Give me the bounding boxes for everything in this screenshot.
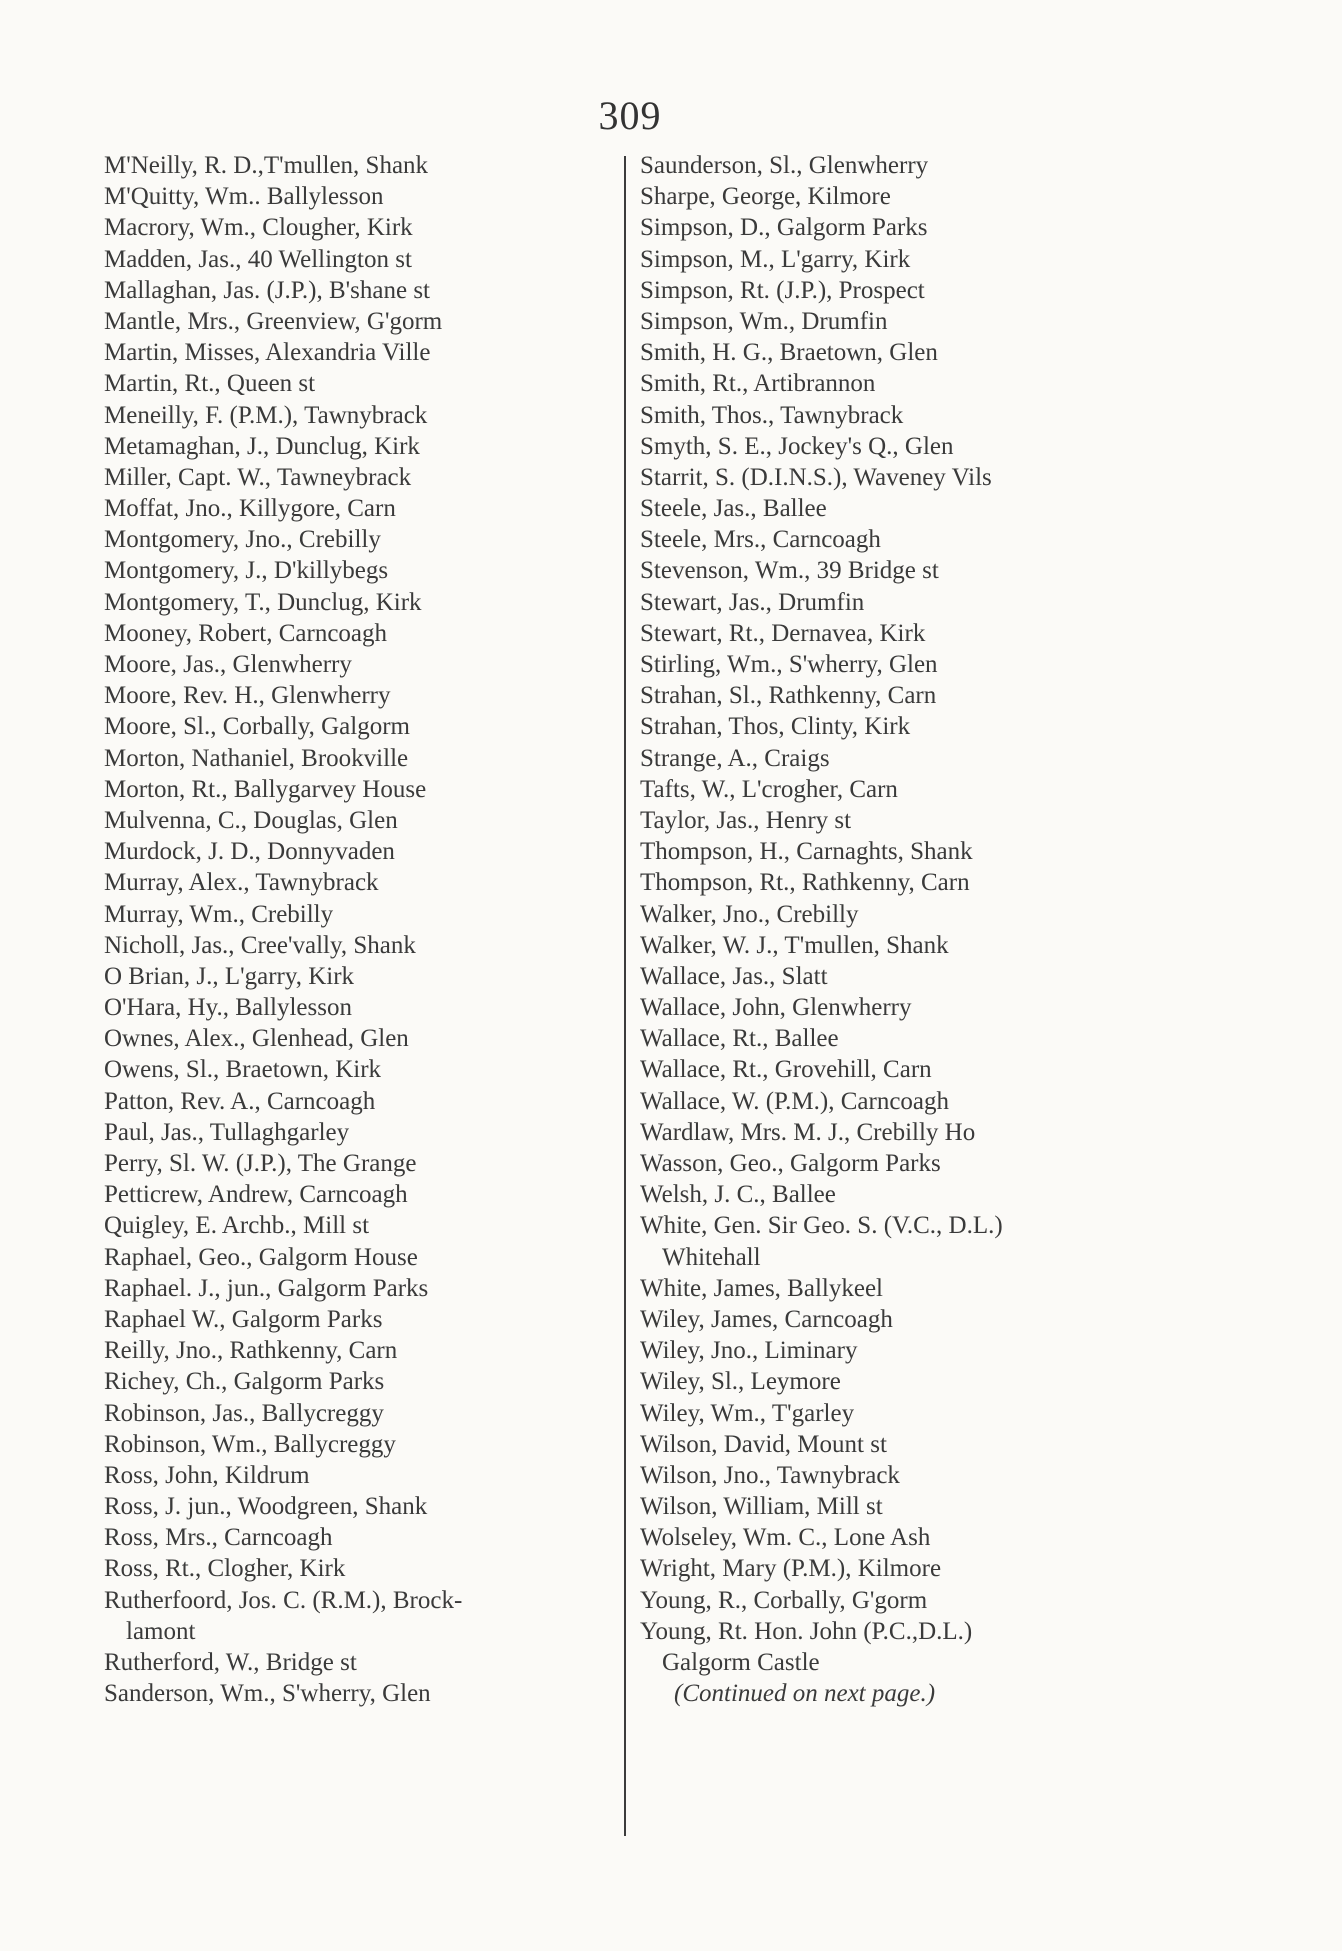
directory-entry: Simpson, Wm., Drumfin bbox=[640, 307, 888, 335]
directory-entry: Walker, W. J., T'mullen, Shank bbox=[640, 931, 949, 959]
directory-entry: White, Gen. Sir Geo. S. (V.C., D.L.) bbox=[640, 1212, 1003, 1240]
directory-entry: Sharpe, George, Kilmore bbox=[640, 183, 891, 211]
directory-entry: Stirling, Wm., S'wherry, Glen bbox=[640, 651, 938, 678]
directory-entry: Strange, A., Craigs bbox=[640, 744, 830, 772]
directory-entry: Morton, Nathaniel, Brookville bbox=[104, 744, 409, 772]
directory-entry: Reilly, Jno., Rathkenny, Carn bbox=[104, 1337, 398, 1365]
directory-entry: Madden, Jas., 40 Wellington st bbox=[104, 245, 412, 273]
directory-entry: Wilson, William, Mill st bbox=[640, 1493, 883, 1521]
directory-entry: Wallace, W. (P.M.), Carncoagh bbox=[640, 1087, 950, 1115]
directory-entry: Simpson, D., Galgorm Parks bbox=[640, 214, 928, 242]
directory-entry: Petticrew, Andrew, Carncoagh bbox=[104, 1181, 408, 1209]
directory-entry-continuation: Galgorm Castle bbox=[662, 1649, 820, 1676]
directory-entry: Wiley, Jno., Liminary bbox=[640, 1337, 858, 1365]
directory-entry: Montgomery, J., D'killybegs bbox=[104, 557, 389, 585]
directory-entry: Starrit, S. (D.I.N.S.), Waveney Vils bbox=[640, 463, 992, 491]
directory-entry: Wright, Mary (P.M.), Kilmore bbox=[640, 1555, 942, 1583]
directory-entry: Paul, Jas., Tullaghgarley bbox=[104, 1118, 350, 1146]
directory-entry: Welsh, J. C., Ballee bbox=[640, 1181, 836, 1209]
directory-entry: Rutherfoord, Jos. C. (R.M.), Brock- bbox=[104, 1586, 463, 1614]
directory-entry: Simpson, M., L'garry, Kirk bbox=[640, 245, 911, 273]
directory-entry: Moore, Rev. H., Glenwherry bbox=[104, 682, 391, 710]
directory-entry: Raphael W., Galgorm Parks bbox=[104, 1305, 383, 1333]
directory-entry: Saunderson, Sl., Glenwherry bbox=[640, 152, 929, 179]
directory-entry: Wardlaw, Mrs. M. J., Crebilly Ho bbox=[640, 1118, 976, 1146]
directory-entry: Martin, Rt., Queen st bbox=[104, 370, 316, 398]
directory-entry: Wiley, James, Carncoagh bbox=[640, 1305, 893, 1333]
directory-entry: Wallace, Jas., Slatt bbox=[640, 962, 828, 990]
directory-entry: Smith, H. G., Braetown, Glen bbox=[640, 339, 938, 367]
directory-entry: Smyth, S. E., Jockey's Q., Glen bbox=[640, 432, 954, 460]
directory-entry: Wallace, Rt., Grovehill, Carn bbox=[640, 1056, 932, 1084]
directory-entry-continuation: lamont bbox=[126, 1617, 196, 1645]
directory-entry: M'Quitty, Wm.. Ballylesson bbox=[104, 183, 384, 211]
directory-entry: Wiley, Sl., Leymore bbox=[640, 1368, 841, 1396]
directory-entry: Moffat, Jno., Killygore, Carn bbox=[104, 495, 396, 523]
directory-entry: Robinson, Wm., Ballycreggy bbox=[104, 1430, 396, 1458]
directory-entry: Nicholl, Jas., Cree'vally, Shank bbox=[104, 931, 416, 959]
directory-entry: Murray, Wm., Crebilly bbox=[104, 900, 334, 928]
directory-entry: Mooney, Robert, Carncoagh bbox=[104, 619, 388, 647]
directory-entry: Moore, Sl., Corbally, Galgorm bbox=[104, 713, 410, 741]
page-number: 309 bbox=[598, 93, 662, 138]
directory-entry: Wallace, John, Glenwherry bbox=[640, 994, 912, 1022]
directory-entry: Quigley, E. Archb., Mill st bbox=[104, 1212, 370, 1240]
directory-entry: Young, R., Corbally, G'gorm bbox=[640, 1586, 928, 1614]
directory-entry: Martin, Misses, Alexandria Ville bbox=[104, 339, 431, 367]
directory-entry: Smith, Rt., Artibrannon bbox=[640, 370, 876, 398]
directory-entry: Raphael, Geo., Galgorm House bbox=[104, 1243, 418, 1271]
directory-entry: Thompson, H., Carnaghts, Shank bbox=[640, 838, 973, 866]
directory-entry: Murdock, J. D., Donnyvaden bbox=[104, 838, 395, 866]
directory-entry: Wolseley, Wm. C., Lone Ash bbox=[640, 1524, 931, 1552]
directory-entry: Macrory, Wm., Clougher, Kirk bbox=[104, 214, 413, 242]
directory-entry: O Brian, J., L'garry, Kirk bbox=[104, 962, 355, 990]
directory-entry: Steele, Jas., Ballee bbox=[640, 495, 827, 523]
directory-entry: Ross, Mrs., Carncoagh bbox=[104, 1524, 333, 1552]
directory-entry: Steele, Mrs., Carncoagh bbox=[640, 526, 881, 554]
directory-entry: Taylor, Jas., Henry st bbox=[640, 806, 852, 834]
directory-entry: Montgomery, T., Dunclug, Kirk bbox=[104, 588, 422, 616]
directory-entry: Montgomery, Jno., Crebilly bbox=[104, 526, 381, 554]
directory-entry: Raphael. J., jun., Galgorm Parks bbox=[104, 1274, 429, 1302]
column-divider bbox=[624, 156, 626, 1836]
directory-column-right bbox=[640, 150, 1160, 1709]
directory-entry: Strahan, Thos, Clinty, Kirk bbox=[640, 713, 911, 741]
directory-column-left bbox=[104, 150, 604, 1709]
directory-entry: Wilson, David, Mount st bbox=[640, 1430, 887, 1458]
directory-entry: Simpson, Rt. (J.P.), Prospect bbox=[640, 276, 925, 304]
directory-entry: M'Neilly, R. D.,T'mullen, Shank bbox=[104, 152, 429, 179]
directory-entry: Young, Rt. Hon. John (P.C.,D.L.) bbox=[640, 1617, 973, 1645]
directory-entry: Owens, Sl., Braetown, Kirk bbox=[104, 1056, 382, 1084]
directory-entry: Meneilly, F. (P.M.), Tawnybrack bbox=[104, 401, 428, 429]
directory-entry: Mulvenna, C., Douglas, Glen bbox=[104, 806, 398, 834]
directory-entry: Ross, John, Kildrum bbox=[104, 1461, 310, 1489]
directory-entry: Smith, Thos., Tawnybrack bbox=[640, 401, 904, 429]
directory-entry: Stewart, Rt., Dernavea, Kirk bbox=[640, 619, 926, 647]
directory-entry: Wasson, Geo., Galgorm Parks bbox=[640, 1150, 941, 1177]
continued-note: (Continued on next page.) bbox=[674, 1680, 936, 1708]
directory-entry: Walker, Jno., Crebilly bbox=[640, 900, 859, 928]
directory-entry: Sanderson, Wm., S'wherry, Glen bbox=[104, 1680, 431, 1708]
directory-entry: Ross, Rt., Clogher, Kirk bbox=[104, 1555, 346, 1583]
directory-entry: Mallaghan, Jas. (J.P.), B'shane st bbox=[104, 276, 431, 304]
directory-entry: Patton, Rev. A., Carncoagh bbox=[104, 1087, 376, 1115]
directory-entry: Ownes, Alex., Glenhead, Glen bbox=[104, 1025, 409, 1053]
directory-entry: Richey, Ch., Galgorm Parks bbox=[104, 1368, 385, 1396]
directory-entry: Morton, Rt., Ballygarvey House bbox=[104, 775, 427, 803]
directory-entry: White, James, Ballykeel bbox=[640, 1274, 883, 1302]
directory-entry: Tafts, W., L'crogher, Carn bbox=[640, 775, 898, 803]
directory-entry-continuation: Whitehall bbox=[662, 1243, 761, 1271]
directory-entry: Stewart, Jas., Drumfin bbox=[640, 588, 865, 616]
directory-entry: Perry, Sl. W. (J.P.), The Grange bbox=[104, 1150, 417, 1177]
directory-entry: Robinson, Jas., Ballycreggy bbox=[104, 1399, 384, 1427]
directory-entry: Wallace, Rt., Ballee bbox=[640, 1025, 839, 1053]
directory-entry: Wiley, Wm., T'garley bbox=[640, 1399, 855, 1427]
directory-entry: Moore, Jas., Glenwherry bbox=[104, 651, 352, 678]
directory-entry: Strahan, Sl., Rathkenny, Carn bbox=[640, 682, 937, 710]
directory-entry: Rutherford, W., Bridge st bbox=[104, 1649, 357, 1676]
directory-entry: Metamaghan, J., Dunclug, Kirk bbox=[104, 432, 420, 460]
directory-entry: Murray, Alex., Tawnybrack bbox=[104, 869, 379, 897]
directory-entry: Stevenson, Wm., 39 Bridge st bbox=[640, 557, 939, 585]
directory-entry: Thompson, Rt., Rathkenny, Carn bbox=[640, 869, 970, 897]
directory-entry: Ross, J. jun., Woodgreen, Shank bbox=[104, 1493, 428, 1521]
directory-entry: Miller, Capt. W., Tawneybrack bbox=[104, 463, 412, 491]
directory-entry: Wilson, Jno., Tawnybrack bbox=[640, 1461, 900, 1489]
directory-entry: Mantle, Mrs., Greenview, G'gorm bbox=[104, 307, 443, 335]
directory-entry: O'Hara, Hy., Ballylesson bbox=[104, 994, 352, 1022]
